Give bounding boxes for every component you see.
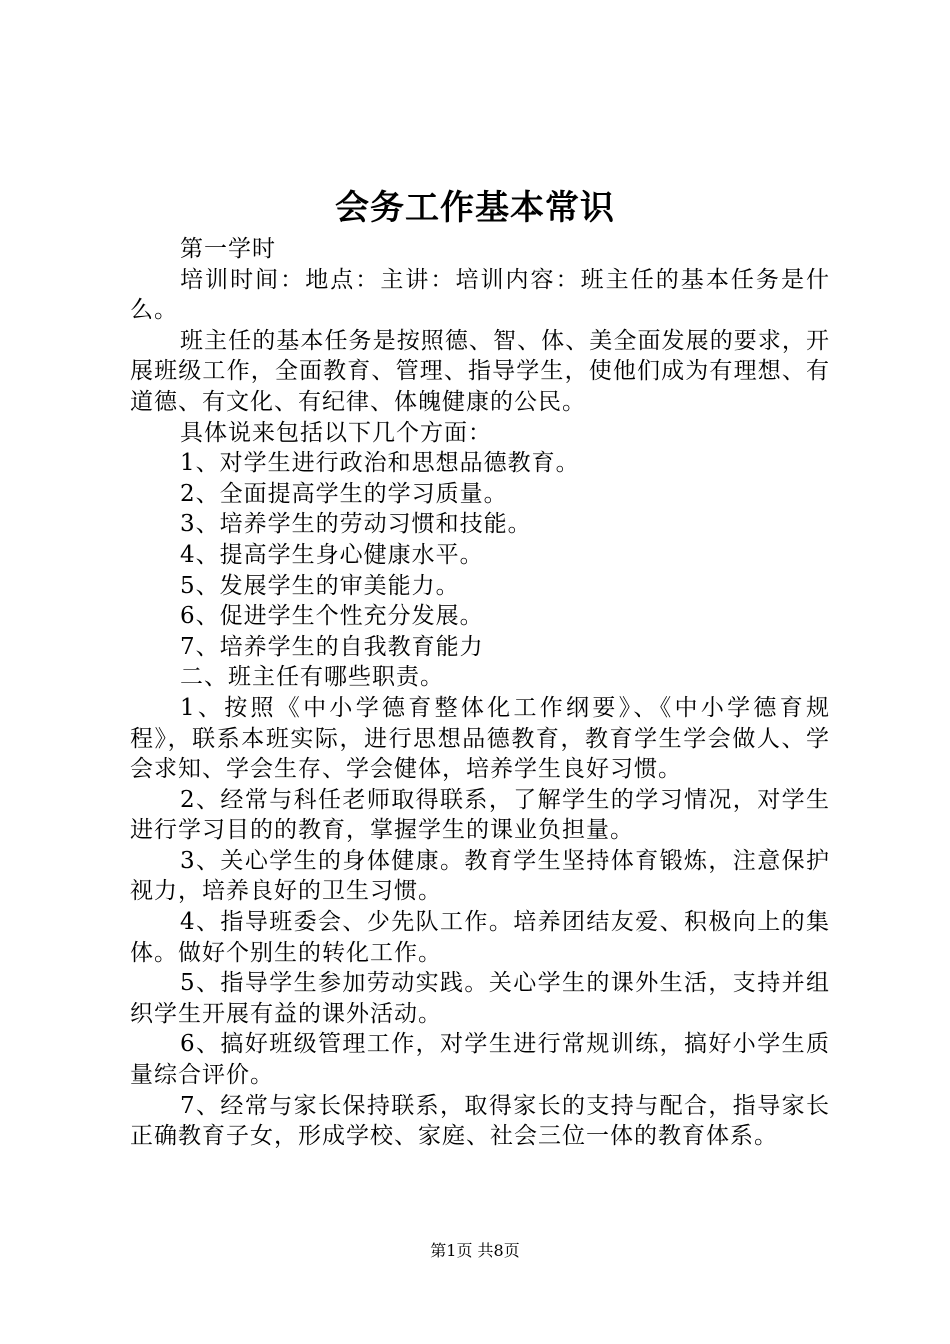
paragraph-2: 培训时间：地点：主讲：培训内容：班主任的基本任务是什么。 bbox=[130, 266, 830, 324]
section-heading-2: 二、班主任有哪些职责。 bbox=[180, 664, 444, 691]
list-item-6: 6、促进学生个性充分发展。 bbox=[180, 603, 484, 630]
duty-item-6: 6、搞好班级管理工作，对学生进行常规训练，搞好小学生质量综合评价。 bbox=[130, 1031, 830, 1089]
list-item-1: 1、对学生进行政治和思想品德教育。 bbox=[180, 450, 580, 477]
paragraph-3: 班主任的基本任务是按照德、智、体、美全面发展的要求，开展班级工作，全面教育、管理、指导学生，使他们成为有理想、有道德、有文化、有纪律、体魄健康的公民。 bbox=[130, 327, 830, 415]
paragraph-4: 具体说来包括以下几个方面： bbox=[180, 419, 492, 446]
duty-item-1: 1、按照《中小学德育整体化工作纲要》、《中小学德育规程》，联系本班实际，进行思想品德教育，教育学生学会做人、学会求知、学会生存、学会健体，培养学生良好习惯。 bbox=[130, 694, 830, 783]
list-item-3: 3、培养学生的劳动习惯和技能。 bbox=[180, 511, 532, 538]
paragraph-1: 第一学时 bbox=[180, 236, 276, 262]
list-item-4: 4、提高学生身心健康水平。 bbox=[180, 541, 484, 568]
duty-item-7: 7、经常与家长保持联系，取得家长的支持与配合，指导家长正确教育子女，形成学校、家庭、社会三位一体的教育体系。 bbox=[130, 1092, 830, 1150]
document-title: 会务工作基本常识 bbox=[335, 188, 615, 228]
page-number-footer: 第1页 共8页 bbox=[430, 1241, 520, 1260]
duty-item-3: 3、关心学生的身体健康。教育学生坚持体育锻炼，注意保护视力，培养良好的卫生习惯。 bbox=[130, 847, 830, 905]
duty-item-2: 2、经常与科任老师取得联系，了解学生的学习情况，对学生进行学习目的的教育，掌握学生的课业负担量。 bbox=[130, 786, 830, 844]
document-body bbox=[130, 234, 830, 1152]
list-item-7: 7、培养学生的自我教育能力 bbox=[180, 633, 484, 660]
list-item-2: 2、全面提高学生的学习质量。 bbox=[180, 480, 508, 507]
duty-item-5: 5、指导学生参加劳动实践。关心学生的课外生活，支持并组织学生开展有益的课外活动。 bbox=[130, 970, 830, 1027]
list-item-5: 5、发展学生的审美能力。 bbox=[180, 572, 460, 599]
duty-item-4: 4、指导班委会、少先队工作。培养团结友爱、积极向上的集体。做好个别生的转化工作。 bbox=[130, 909, 830, 966]
